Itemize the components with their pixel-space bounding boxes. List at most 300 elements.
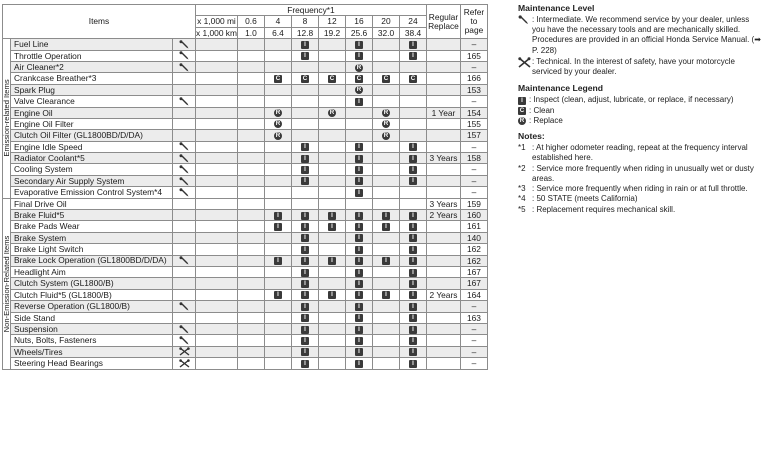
interval-cell — [264, 232, 291, 243]
inspect-symbol: I — [355, 223, 363, 231]
note-item — [518, 205, 762, 215]
interval-cell — [345, 39, 372, 50]
item-name: Secondary Air Supply System — [11, 175, 173, 186]
item-name: Suspension — [11, 323, 173, 334]
tool-cell — [173, 278, 196, 289]
interval-cell — [318, 301, 345, 312]
item-name: Evaporative Emission Control System*4 — [11, 187, 173, 198]
interval-cell — [372, 50, 399, 61]
interval-cell — [318, 210, 345, 221]
inspect-symbol: I — [355, 269, 363, 277]
interval-cell — [372, 61, 399, 72]
refer-page-cell: 159 — [460, 198, 487, 209]
interval-cell — [264, 335, 291, 346]
interval-cell — [237, 278, 264, 289]
interval-cell — [237, 73, 264, 84]
note-text: : Service more frequently when riding in rain or at full throttle. — [532, 184, 748, 194]
interval-cell — [399, 84, 426, 95]
inspect-symbol: I — [355, 143, 363, 151]
interval-cell — [318, 244, 345, 255]
interval-cell — [372, 255, 399, 266]
intermediate-text: : Intermediate. We recommend service by your dealer, unless you have the necessary tools and are mechanically skilled. Procedures are provided in an official Honda Service Manual. (➡ P. 228) — [532, 15, 761, 55]
inspect-symbol: I — [355, 337, 363, 345]
interval-cell — [291, 84, 318, 95]
interval-cell — [237, 107, 264, 118]
interval-cell — [345, 210, 372, 221]
interval-cell — [264, 312, 291, 323]
blank-cell — [196, 141, 238, 152]
interval-cell — [399, 61, 426, 72]
interval-cell — [237, 164, 264, 175]
interval-cell — [237, 301, 264, 312]
interval-cell — [291, 96, 318, 107]
table-row — [3, 346, 488, 357]
blank-cell — [196, 198, 238, 209]
interval-cell — [264, 210, 291, 221]
inspect-symbol: I — [274, 257, 282, 265]
inspect-symbol: I — [409, 246, 417, 254]
inspect-symbol: I — [355, 41, 363, 49]
interval-cell — [372, 153, 399, 164]
refer-page-cell: – — [460, 358, 487, 369]
inspect-symbol: I — [328, 223, 336, 231]
interval-cell — [345, 232, 372, 243]
notes-title: Notes: — [518, 131, 545, 142]
blank-cell — [196, 130, 238, 141]
item-name: Reverse Operation (GL1800/B) — [11, 301, 173, 312]
interval-cell — [318, 266, 345, 277]
legend-text: : Inspect (clean, adjust, lubricate, or replace, if necessary) — [529, 95, 734, 105]
inspect-symbol: I — [355, 257, 363, 265]
blank-cell — [196, 221, 238, 232]
interval-cell — [291, 118, 318, 129]
inspect-symbol: I — [301, 212, 309, 220]
refer-page-cell: 167 — [460, 266, 487, 277]
level-intermediate — [518, 15, 762, 56]
interval-cell — [372, 198, 399, 209]
item-name: Brake System — [11, 232, 173, 243]
mi-interval-2: 8 — [291, 16, 318, 27]
blank-cell — [196, 73, 238, 84]
blank-cell — [196, 346, 238, 357]
items-header: Items — [3, 5, 196, 39]
interval-cell — [345, 335, 372, 346]
regular-replace-cell — [426, 232, 460, 243]
interval-cell — [399, 312, 426, 323]
interval-cell — [372, 164, 399, 175]
interval-cell — [318, 96, 345, 107]
regular-replace-cell — [426, 221, 460, 232]
wrench-icon — [173, 335, 196, 346]
wrench-icon — [173, 50, 196, 61]
note-item — [518, 194, 762, 204]
item-name: Fuel Line — [11, 39, 173, 50]
interval-cell — [399, 73, 426, 84]
interval-cell — [345, 50, 372, 61]
interval-cell — [345, 118, 372, 129]
interval-cell — [291, 50, 318, 61]
interval-cell — [345, 312, 372, 323]
interval-cell — [399, 323, 426, 334]
table-row — [3, 301, 488, 312]
refer-page-cell: – — [460, 323, 487, 334]
interval-cell — [237, 39, 264, 50]
interval-cell — [237, 244, 264, 255]
clean-symbol: C — [275, 74, 281, 82]
item-name: Crankcase Breather*3 — [11, 73, 173, 84]
blank-cell — [196, 164, 238, 175]
item-name: Spark Plug — [11, 84, 173, 95]
replace-symbol: R — [275, 109, 281, 117]
wrench-icon — [173, 96, 196, 107]
inspect-symbol: I — [301, 360, 309, 368]
table-row — [3, 210, 488, 221]
clean-symbol: C — [410, 74, 416, 82]
interval-cell — [237, 96, 264, 107]
blank-cell — [196, 312, 238, 323]
interval-cell — [345, 266, 372, 277]
table-row — [3, 84, 488, 95]
inspect-symbol: I — [301, 41, 309, 49]
inspect-symbol: I — [355, 314, 363, 322]
category-text: Emission-related Items — [1, 79, 11, 158]
emission-category-label — [3, 39, 11, 198]
inspect-symbol: I — [409, 337, 417, 345]
inspect-symbol: I — [409, 234, 417, 242]
note-item — [518, 184, 762, 194]
interval-cell — [318, 278, 345, 289]
level-technical — [518, 57, 762, 77]
interval-cell — [291, 153, 318, 164]
table-row — [3, 153, 488, 164]
inspect-symbol: I — [301, 155, 309, 163]
table-row — [3, 118, 488, 129]
interval-cell — [318, 130, 345, 141]
interval-cell — [237, 175, 264, 186]
interval-cell — [291, 187, 318, 198]
note-text: : Service more frequently when riding in unusually wet or dusty areas. — [532, 163, 754, 183]
interval-cell — [345, 244, 372, 255]
table-row — [3, 141, 488, 152]
inspect-symbol: I — [274, 223, 282, 231]
table-row — [3, 289, 488, 300]
tools-icon — [173, 346, 196, 357]
inspect-symbol: I — [409, 257, 417, 265]
table-row — [3, 61, 488, 72]
inspect-symbol: I — [355, 212, 363, 220]
inspect-symbol: I — [274, 212, 282, 220]
interval-cell — [291, 289, 318, 300]
interval-cell — [237, 84, 264, 95]
inspect-symbol: I — [274, 291, 282, 299]
interval-cell — [345, 346, 372, 357]
wrench-icon — [173, 164, 196, 175]
regular-replace-cell — [426, 255, 460, 266]
item-name: Clutch System (GL1800/B) — [11, 278, 173, 289]
note-marker: *1 — [518, 143, 526, 153]
inspect-symbol: I — [301, 257, 309, 265]
refer-page-cell: 154 — [460, 107, 487, 118]
maintenance-schedule-table — [2, 4, 488, 370]
km-interval-4: 25.6 — [345, 27, 372, 38]
table-row — [3, 221, 488, 232]
interval-cell — [345, 164, 372, 175]
interval-cell — [372, 221, 399, 232]
interval-cell — [318, 164, 345, 175]
interval-cell — [399, 278, 426, 289]
regular-replace-cell: 3 Years — [426, 198, 460, 209]
refer-page-cell: – — [460, 175, 487, 186]
inspect-symbol: I — [301, 348, 309, 356]
interval-cell — [264, 153, 291, 164]
table-row — [3, 323, 488, 334]
inspect-symbol: I — [409, 326, 417, 334]
frequency-header: Frequency*1 — [196, 5, 427, 16]
blank-cell — [196, 278, 238, 289]
clean-symbol: C — [356, 74, 362, 82]
refer-page-cell: 162 — [460, 244, 487, 255]
refer-page-header: Refer to page — [460, 5, 487, 39]
interval-cell — [345, 187, 372, 198]
tool-cell — [173, 73, 196, 84]
inspect-symbol: I — [382, 257, 390, 265]
inspect-symbol: I — [355, 166, 363, 174]
technical-text: : Technical. In the interest of safety, have your motorcycle serviced by your dealer. — [532, 56, 735, 77]
table-row — [3, 232, 488, 243]
interval-cell — [264, 107, 291, 118]
interval-cell — [318, 232, 345, 243]
km-interval-3: 19.2 — [318, 27, 345, 38]
note-marker: *2 — [518, 163, 526, 173]
interval-cell — [345, 107, 372, 118]
interval-cell — [345, 255, 372, 266]
tool-cell — [173, 107, 196, 118]
replace-symbol: R — [329, 109, 335, 117]
inspect-symbol: I — [301, 314, 309, 322]
blank-cell — [196, 232, 238, 243]
interval-cell — [291, 164, 318, 175]
interval-cell — [318, 198, 345, 209]
tool-cell — [173, 312, 196, 323]
refer-page-cell: – — [460, 187, 487, 198]
interval-cell — [264, 323, 291, 334]
interval-cell — [399, 141, 426, 152]
item-name: Cooling System — [11, 164, 173, 175]
inspect-symbol: I — [409, 41, 417, 49]
inspect-symbol: I — [301, 143, 309, 151]
inspect-symbol: I — [355, 177, 363, 185]
interval-cell — [372, 73, 399, 84]
inspect-symbol: I — [301, 177, 309, 185]
refer-page-cell: 157 — [460, 130, 487, 141]
blank-cell — [196, 244, 238, 255]
interval-cell — [291, 335, 318, 346]
regular-replace-cell — [426, 312, 460, 323]
table-row — [3, 278, 488, 289]
blank-cell — [196, 50, 238, 61]
interval-cell — [372, 96, 399, 107]
interval-cell — [237, 232, 264, 243]
item-name: Brake Lock Operation (GL1800BD/D/DA) — [11, 255, 173, 266]
tool-cell — [173, 84, 196, 95]
interval-cell — [399, 244, 426, 255]
interval-cell — [372, 244, 399, 255]
interval-cell — [372, 278, 399, 289]
table-row — [3, 187, 488, 198]
interval-cell — [318, 153, 345, 164]
table-row — [3, 358, 488, 369]
interval-cell — [372, 312, 399, 323]
interval-cell — [399, 301, 426, 312]
refer-page-cell: – — [460, 61, 487, 72]
note-item — [518, 143, 762, 163]
inspect-symbol: I — [382, 291, 390, 299]
inspect-symbol: I — [301, 280, 309, 288]
replace-symbol: R — [383, 109, 389, 117]
blank-cell — [196, 289, 238, 300]
interval-cell — [372, 301, 399, 312]
interval-cell — [318, 221, 345, 232]
interval-cell — [264, 187, 291, 198]
table-row — [3, 130, 488, 141]
wrench-icon — [173, 39, 196, 50]
mi-interval-3: 12 — [318, 16, 345, 27]
inspect-symbol: I — [355, 52, 363, 60]
blank-cell — [196, 187, 238, 198]
blank-cell — [196, 96, 238, 107]
regular-replace-cell — [426, 118, 460, 129]
regular-replace-cell — [426, 323, 460, 334]
interval-cell — [399, 164, 426, 175]
inspect-symbol: I — [409, 52, 417, 60]
legend-item — [518, 95, 762, 105]
maintenance-level-title: Maintenance Level — [518, 3, 595, 13]
refer-page-cell: 166 — [460, 73, 487, 84]
interval-cell — [399, 221, 426, 232]
interval-cell — [372, 289, 399, 300]
interval-cell — [291, 278, 318, 289]
regular-replace-cell — [426, 301, 460, 312]
interval-cell — [264, 301, 291, 312]
tools-icon — [173, 358, 196, 369]
replace-symbol: R — [275, 131, 281, 139]
inspect-symbol: I — [328, 291, 336, 299]
interval-cell — [264, 358, 291, 369]
inspect-symbol: I — [355, 98, 363, 106]
legend-title: Maintenance Legend — [518, 83, 603, 94]
interval-cell — [372, 346, 399, 357]
interval-cell — [291, 175, 318, 186]
interval-cell — [291, 130, 318, 141]
tool-cell — [173, 221, 196, 232]
regular-replace-cell: 2 Years — [426, 289, 460, 300]
interval-cell — [237, 130, 264, 141]
interval-cell — [372, 187, 399, 198]
interval-cell — [264, 278, 291, 289]
replace-symbol: R — [383, 131, 389, 139]
interval-cell — [291, 39, 318, 50]
regular-replace-cell: 3 Years — [426, 153, 460, 164]
interval-cell — [399, 255, 426, 266]
interval-cell — [345, 61, 372, 72]
regular-replace-cell — [426, 130, 460, 141]
regular-replace-cell — [426, 141, 460, 152]
inspect-symbol: I — [301, 291, 309, 299]
refer-page-cell: 158 — [460, 153, 487, 164]
interval-cell — [399, 130, 426, 141]
clean-symbol: C — [519, 106, 525, 114]
interval-cell — [291, 73, 318, 84]
replace-symbol: R — [519, 116, 525, 124]
inspect-symbol: I — [355, 155, 363, 163]
inspect-symbol: I — [355, 360, 363, 368]
legend-item — [518, 116, 762, 126]
interval-cell — [264, 164, 291, 175]
regular-replace-cell — [426, 175, 460, 186]
blank-cell — [196, 118, 238, 129]
interval-cell — [372, 232, 399, 243]
mi-unit-label: x 1,000 mi — [197, 16, 236, 27]
refer-page-cell: 164 — [460, 289, 487, 300]
inspect-symbol: I — [409, 166, 417, 174]
interval-cell — [264, 175, 291, 186]
regular-replace-header: Regular Replace — [426, 5, 460, 39]
interval-cell — [318, 39, 345, 50]
inspect-symbol: I — [409, 177, 417, 185]
regular-replace-cell — [426, 278, 460, 289]
note-marker: *5 — [518, 204, 526, 214]
tool-cell — [173, 289, 196, 300]
item-name: Air Cleaner*2 — [11, 61, 173, 72]
inspect-symbol: I — [355, 280, 363, 288]
side-panel — [518, 3, 762, 215]
interval-cell — [318, 346, 345, 357]
interval-cell — [345, 84, 372, 95]
regular-replace-cell — [426, 187, 460, 198]
interval-cell — [237, 118, 264, 129]
interval-cell — [291, 358, 318, 369]
interval-cell — [318, 335, 345, 346]
km-interval-2: 12.8 — [291, 27, 318, 38]
refer-page-cell: 153 — [460, 84, 487, 95]
note-text: : Replacement requires mechanical skill. — [532, 204, 676, 214]
interval-cell — [345, 301, 372, 312]
interval-cell — [345, 278, 372, 289]
interval-cell — [237, 198, 264, 209]
interval-cell — [399, 346, 426, 357]
refer-page-cell: 160 — [460, 210, 487, 221]
item-name: Valve Clearance — [11, 96, 173, 107]
interval-cell — [318, 255, 345, 266]
blank-cell — [196, 61, 238, 72]
interval-cell — [318, 118, 345, 129]
interval-cell — [237, 210, 264, 221]
refer-page-cell: 163 — [460, 312, 487, 323]
refer-page-cell: – — [460, 141, 487, 152]
interval-cell — [291, 323, 318, 334]
interval-cell — [291, 244, 318, 255]
wrench-icon — [173, 323, 196, 334]
refer-page-cell: 162 — [460, 255, 487, 266]
interval-cell — [345, 289, 372, 300]
interval-cell — [318, 50, 345, 61]
inspect-symbol: I — [301, 337, 309, 345]
km-interval-1: 6.4 — [264, 27, 291, 38]
interval-cell — [237, 141, 264, 152]
mi-interval-4: 16 — [345, 16, 372, 27]
interval-cell — [399, 210, 426, 221]
inspect-symbol: I — [409, 360, 417, 368]
